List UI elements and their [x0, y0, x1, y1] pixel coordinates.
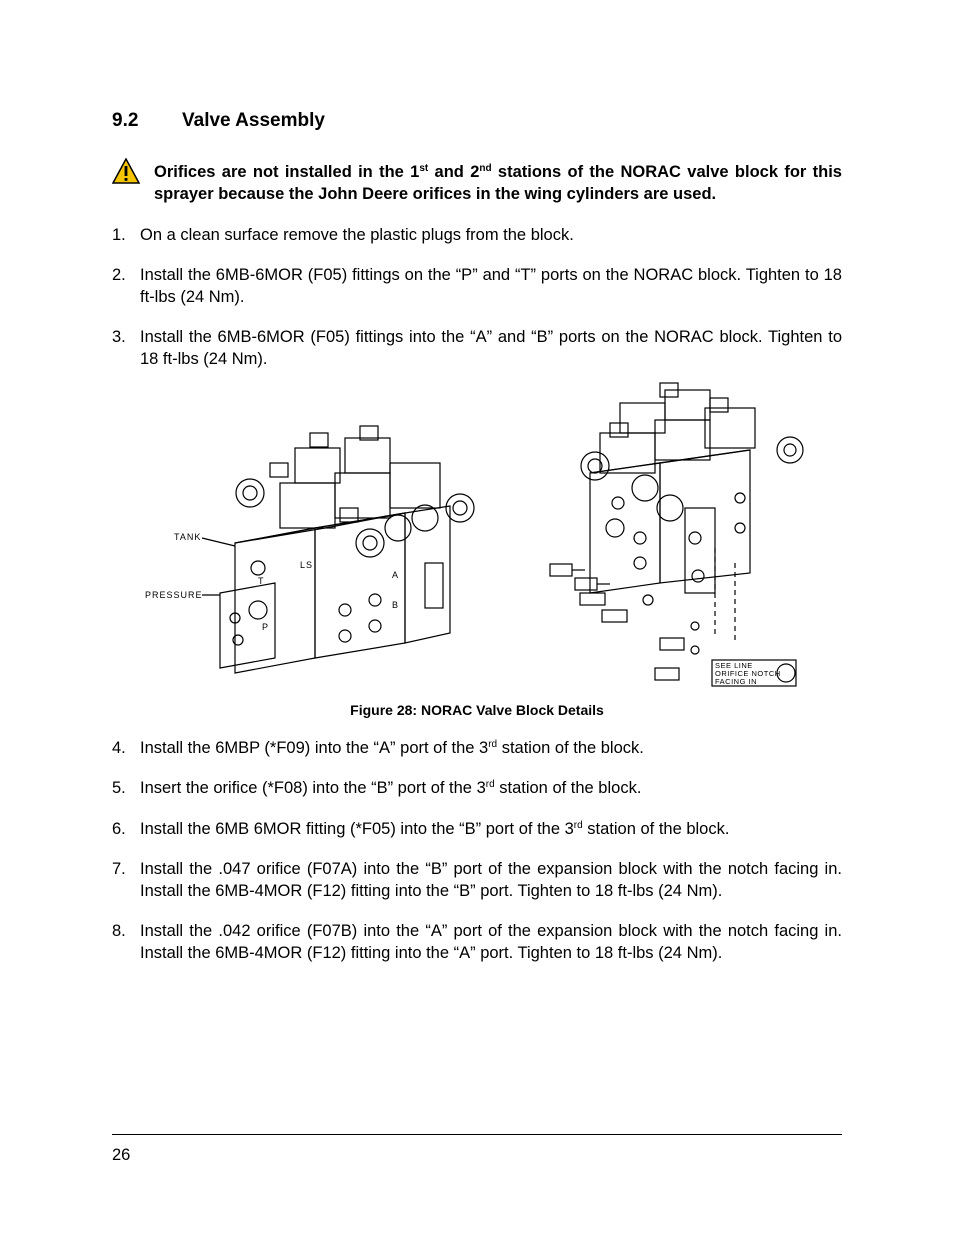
step-1: 1. On a clean surface remove the plastic plugs from the block. — [112, 226, 574, 244]
footer-divider — [112, 1134, 842, 1135]
label-b: B — [392, 600, 400, 610]
label-tank: TANK — [174, 532, 202, 542]
step-4: 4. Install the 6MBP (*F09) into the “A” port of the 3rd station of the block. — [112, 739, 644, 757]
callout-line-1: SEE LINE — [715, 661, 753, 670]
step-2: 2. Install the 6MB-6MOR (F05) fittings on the “P” and “T” ports on the NORAC block. Tighten to 18 ft-lbs (24 Nm). — [112, 266, 842, 306]
page-number: 26 — [112, 1146, 131, 1164]
valve-block-drawing — [140, 378, 820, 698]
figure-caption: Figure 28: NORAC Valve Block Details — [350, 702, 604, 718]
section-number: 9.2 — [112, 110, 139, 131]
step-8: 8. Install the .042 orifice (F07B) into the “A” port of the expansion block with the notch facing in. Install the 6MB-4MOR (F12) fitting into the “A” port. Tighten to 18 ft-lbs (24 Nm). — [112, 922, 842, 962]
step-6: 6. Install the 6MB 6MOR fitting (*F05) into the “B” port of the 3rd station of the block. — [112, 820, 730, 838]
section-title: Valve Assembly — [182, 110, 325, 131]
warning-triangle-icon — [112, 158, 140, 184]
step-3: 3. Install the 6MB-6MOR (F05) fittings into the “A” and “B” ports on the NORAC block. Tighten to 18 ft-lbs (24 Nm). — [112, 328, 842, 368]
label-a: A — [392, 570, 400, 580]
warning-text: Orifices are not installed in the 1st and 2nd stations of the NORAC valve block for this sprayer because the John Deere orifices in the wing cylinders are used. — [154, 163, 842, 203]
label-ls: LS — [300, 560, 314, 570]
step-7: 7. Install the .047 orifice (F07A) into the “B” port of the expansion block with the notch facing in. Install the 6MB-4MOR (F12) fitting into the “B” port. Tighten to 18 ft-lbs (24 Nm). — [112, 860, 842, 900]
callout-line-3: FACING IN — [715, 677, 758, 686]
label-t: T — [258, 576, 265, 586]
label-pressure: PRESSURE — [145, 590, 203, 600]
valve-block-figure — [140, 378, 820, 698]
step-5: 5. Insert the orifice (*F08) into the “B” port of the 3rd station of the block. — [112, 779, 642, 797]
section-heading — [112, 110, 325, 132]
label-p: P — [262, 622, 270, 632]
callout-line-2: ORIFICE NOTCH — [715, 669, 781, 678]
